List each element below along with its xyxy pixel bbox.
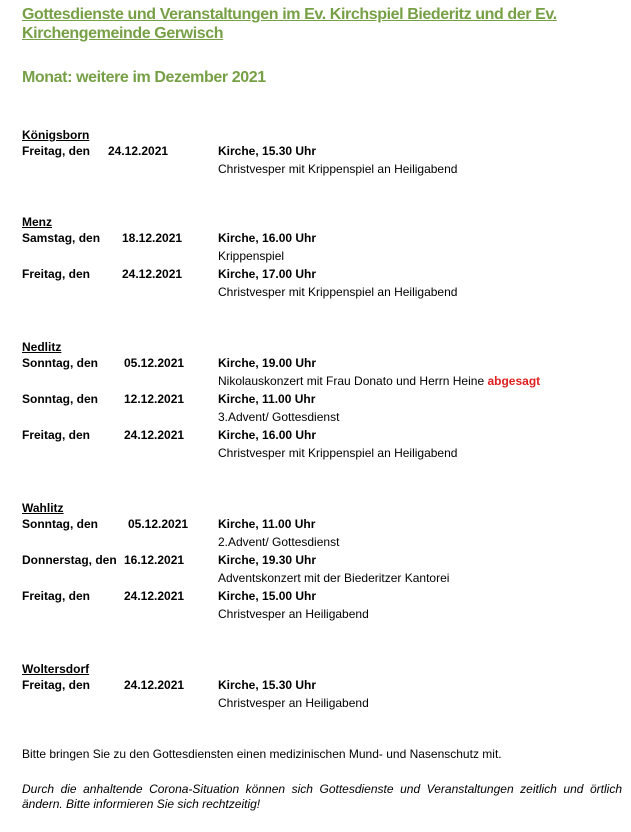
section-woltersdorf bbox=[22, 662, 622, 712]
section-menz bbox=[22, 215, 622, 301]
place-name: Menz bbox=[22, 215, 52, 229]
event-location-time: Kirche, 15.00 Uhr bbox=[218, 589, 317, 603]
event-date: 18.12.2021 bbox=[122, 231, 183, 245]
event-day: Freitag, den bbox=[22, 678, 91, 692]
event-row bbox=[22, 551, 622, 587]
event-date: 12.12.2021 bbox=[124, 392, 185, 406]
event-row bbox=[22, 229, 622, 265]
cancelled-label: abgesagt bbox=[487, 374, 541, 388]
section-wahlitz bbox=[22, 501, 622, 623]
event-location-time: Kirche, 15.30 Uhr bbox=[218, 144, 317, 158]
event-description-text: Nikolauskonzert mit Frau Donato und Herrn Heine bbox=[218, 374, 485, 388]
event-row bbox=[22, 587, 622, 623]
event-day: Freitag, den bbox=[22, 428, 91, 442]
event-description: Christvesper an Heiligabend bbox=[218, 696, 369, 710]
event-location-time: Kirche, 16.00 Uhr bbox=[218, 231, 317, 245]
event-row bbox=[22, 142, 622, 178]
event-day: Donnerstag, den bbox=[22, 553, 117, 567]
mask-notice: Bitte bringen Sie zu den Gottesdiensten einen medizinischen Mund- und Nasenschutz mit. bbox=[22, 747, 502, 761]
event-location-time: Kirche, 11.00 Uhr bbox=[218, 517, 316, 531]
event-date: 05.12.2021 bbox=[128, 517, 189, 531]
event-description: Christvesper mit Krippenspiel an Heiligabend bbox=[218, 446, 458, 460]
event-date: 24.12.2021 bbox=[124, 589, 185, 603]
event-day: Freitag, den bbox=[22, 144, 91, 158]
event-row bbox=[22, 676, 622, 712]
event-date: 16.12.2021 bbox=[124, 553, 185, 567]
section-koenigsborn bbox=[22, 128, 622, 178]
corona-notice: Durch die anhaltende Corona-Situation können sich Gottesdienste und Veranstaltungen zeitlich und örtlich ändern. Bitte informieren Sie sich rechtzeitig! bbox=[22, 782, 622, 811]
month-heading: Monat: weitere im Dezember 2021 bbox=[22, 69, 266, 86]
event-location-time: Kirche, 19.30 Uhr bbox=[218, 553, 317, 567]
event-date: 24.12.2021 bbox=[108, 144, 169, 158]
event-day: Sonntag, den bbox=[22, 356, 98, 370]
event-location-time: Kirche, 17.00 Uhr bbox=[218, 267, 317, 281]
event-location-time: Kirche, 19.00 Uhr bbox=[218, 356, 317, 370]
event-date: 24.12.2021 bbox=[124, 678, 185, 692]
event-date: 05.12.2021 bbox=[124, 356, 185, 370]
event-description bbox=[218, 372, 540, 390]
place-name: Wahlitz bbox=[22, 501, 64, 515]
event-row bbox=[22, 354, 622, 390]
event-row bbox=[22, 515, 622, 551]
event-day: Freitag, den bbox=[22, 267, 91, 281]
event-location-time: Kirche, 11.00 Uhr bbox=[218, 392, 316, 406]
event-description: Christvesper mit Krippenspiel an Heiligabend bbox=[218, 162, 458, 176]
event-date: 24.12.2021 bbox=[122, 267, 183, 281]
event-description: Krippenspiel bbox=[218, 249, 285, 263]
event-date: 24.12.2021 bbox=[124, 428, 185, 442]
place-name: Nedlitz bbox=[22, 340, 62, 354]
event-description: Adventskonzert mit der Biederitzer Kantorei bbox=[218, 571, 450, 585]
event-day: Sonntag, den bbox=[22, 517, 98, 531]
section-nedlitz bbox=[22, 340, 622, 462]
event-row bbox=[22, 390, 622, 426]
event-description: 2.Advent/ Gottesdienst bbox=[218, 535, 340, 549]
event-location-time: Kirche, 15.30 Uhr bbox=[218, 678, 317, 692]
event-day: Freitag, den bbox=[22, 589, 91, 603]
event-location-time: Kirche, 16.00 Uhr bbox=[218, 428, 317, 442]
event-description: Christvesper mit Krippenspiel an Heiligabend bbox=[218, 285, 458, 299]
event-row bbox=[22, 265, 622, 301]
event-description: 3.Advent/ Gottesdienst bbox=[218, 410, 340, 424]
page-title: Gottesdienste und Veranstaltungen im Ev. Kirchspiel Biederitz und der Ev. Kirchengemeinde Gerwisch bbox=[22, 6, 557, 42]
event-row bbox=[22, 426, 622, 462]
event-day: Samstag, den bbox=[22, 231, 101, 245]
event-day: Sonntag, den bbox=[22, 392, 98, 406]
place-name: Woltersdorf bbox=[22, 662, 90, 676]
place-name: Königsborn bbox=[22, 128, 90, 142]
event-description: Christvesper an Heiligabend bbox=[218, 607, 369, 621]
